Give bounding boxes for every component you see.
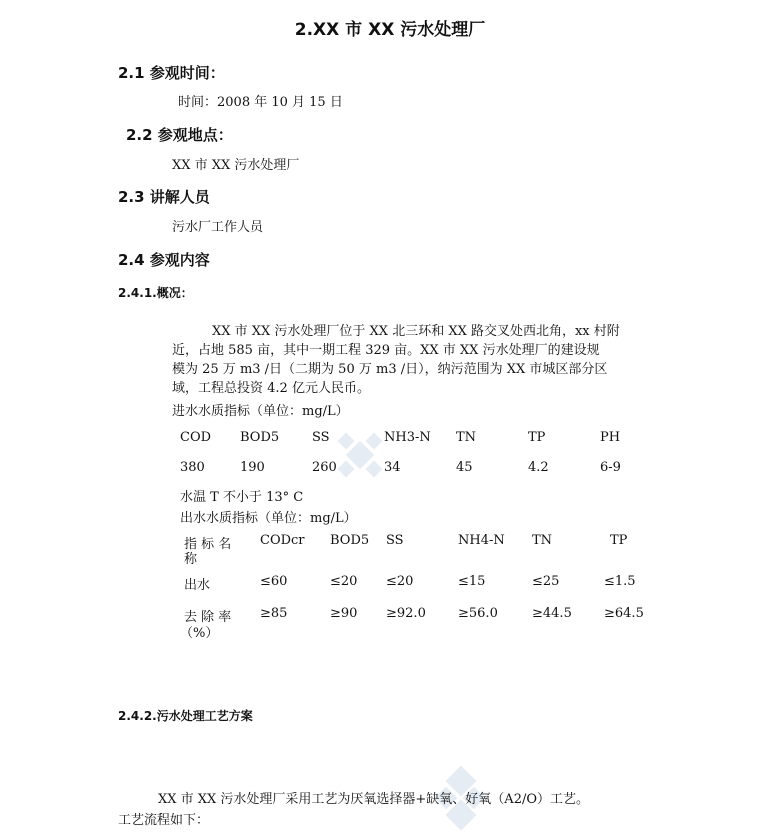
table-cell: 6-9 xyxy=(600,460,621,475)
inflow-quality-label: 进水水质指标（单位：mg/L） xyxy=(172,404,349,419)
table-cell: BOD5 xyxy=(330,533,370,548)
table-cell: ≤25 xyxy=(532,574,560,589)
section-2-4-1-heading: 2.4.1.概况： xyxy=(118,286,193,300)
table-cell: 4.2 xyxy=(528,460,549,475)
table-cell: 去 除 率 xyxy=(184,610,232,625)
table-cell: TN xyxy=(532,533,553,548)
section-2-3-heading: 2.3 讲解人员 xyxy=(118,188,210,206)
table-cell: NH4-N xyxy=(458,533,505,548)
overview-line: 模为 25 万 m3 /日（二期为 50 万 m3 /日），纳污范围为 XX 市城区部分区 xyxy=(172,362,608,377)
section-2-4-heading: 2.4 参观内容 xyxy=(118,251,210,269)
table-cell: SS xyxy=(312,430,330,445)
table-cell: ≤60 xyxy=(260,574,288,589)
table-cell: ≥85 xyxy=(260,606,288,621)
table-cell: ≤20 xyxy=(330,574,358,589)
process-description-text: XX 市 XX 污水处理厂采用工艺为厌氧选择器+缺氧、好氧（A2/O）工艺。 xyxy=(158,792,590,807)
table-cell: ≥90 xyxy=(330,606,358,621)
section-2-1-heading: 2.1 参观时间： xyxy=(118,64,225,82)
table-cell: 190 xyxy=(240,460,265,475)
table-cell: 380 xyxy=(180,460,205,475)
section-2-2-heading: 2.2 参观地点： xyxy=(126,126,233,144)
table-cell: TP xyxy=(610,533,628,548)
table-cell: 出水 xyxy=(184,578,211,593)
table-cell: 称 xyxy=(184,552,198,567)
table-cell: NH3-N xyxy=(384,430,431,445)
table-cell: ≥44.5 xyxy=(532,606,572,621)
table-cell: 34 xyxy=(384,460,401,475)
water-temp-text: 水温 T 不小于 13° C xyxy=(180,490,304,505)
page-title: 2.XX 市 XX 污水处理厂 xyxy=(294,20,486,40)
table-cell: ≤20 xyxy=(386,574,414,589)
table-cell: ≥92.0 xyxy=(386,606,426,621)
table-cell: TP xyxy=(528,430,546,445)
table-cell: ≥56.0 xyxy=(458,606,498,621)
guide-staff-text: 污水厂工作人员 xyxy=(172,220,264,235)
table-cell: 260 xyxy=(312,460,337,475)
overview-line: XX 市 XX 污水处理厂位于 XX 北三环和 XX 路交叉处西北角，xx 村附 xyxy=(212,324,620,339)
table-cell: CODcr xyxy=(260,533,305,548)
table-cell: SS xyxy=(386,533,404,548)
table-cell: COD xyxy=(180,430,212,445)
table-cell: ≤1.5 xyxy=(604,574,636,589)
overview-line: 域，工程总投资 4.2 亿元人民币。 xyxy=(172,381,370,396)
visit-time-text: 时间：2008 年 10 月 15 日 xyxy=(178,95,343,110)
overview-line: 近，占地 585 亩，其中一期工程 329 亩。XX 市 XX 污水处理厂的建设规 xyxy=(172,343,600,358)
watermark-logo-icon xyxy=(335,430,385,480)
process-flow-intro-text: 工艺流程如下： xyxy=(118,813,210,828)
table-cell: ≥64.5 xyxy=(604,606,644,621)
overview-paragraph xyxy=(172,322,652,398)
table-cell: ≤15 xyxy=(458,574,486,589)
table-cell: TN xyxy=(456,430,477,445)
table-cell: 45 xyxy=(456,460,473,475)
outflow-quality-label: 出水水质指标（单位：mg/L） xyxy=(180,511,357,526)
visit-location-text: XX 市 XX 污水处理厂 xyxy=(172,158,300,173)
table-cell: （%） xyxy=(180,626,219,641)
table-cell: BOD5 xyxy=(240,430,280,445)
table-cell: 指 标 名 xyxy=(184,537,232,552)
section-2-4-2-heading: 2.4.2.污水处理工艺方案 xyxy=(118,709,253,723)
table-cell: PH xyxy=(600,430,621,445)
